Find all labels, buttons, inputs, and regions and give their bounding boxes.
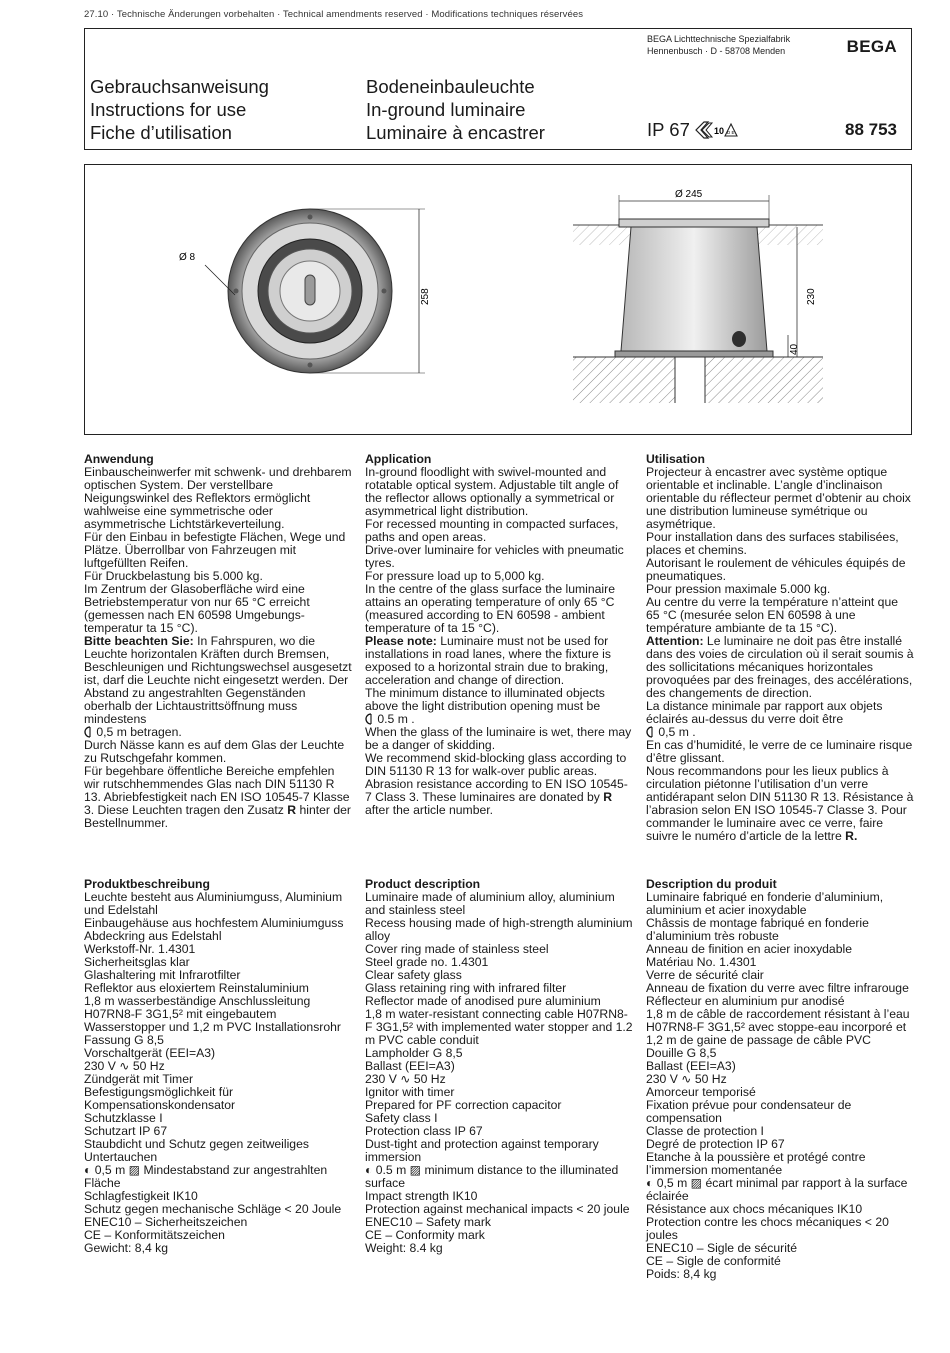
paragraph-text: Durch Nässe kann es auf dem Glas der Leuchte zu Rutschgefahr kommen. — [84, 738, 345, 765]
paragraph-text: Nous recommandons pour les lieux publics à circulation piétonne l’utilisation d’un verre antidérapant selon DIN 51130 R 13. Résistance à l’abrasion selon EN ISO 10545-7 Classe 3. Pour commander le luminaire avec ce verre, faire suivre le numéro d’article de la lettre — [646, 764, 914, 843]
paragraph-text: 0,5 m . — [655, 725, 696, 739]
product-spec-line: Verre de sécurité clair — [646, 968, 764, 982]
application-paragraph — [84, 635, 352, 726]
product-title-en: In-ground luminaire — [366, 99, 526, 120]
product-spec-line: Etanche à la poussière et protégé contre l’immersion momentanée — [646, 1150, 866, 1177]
paragraph-text: Pour installation dans des surfaces stabilisées, places et chemins. — [646, 530, 899, 557]
title-en: Instructions for use — [90, 99, 247, 120]
product-spec-line: Schlagfestigkeit IK10 — [84, 1189, 198, 1203]
paragraph-text: Autorisant le roulement de véhicules équipés de pneumatiques. — [646, 556, 906, 583]
product-spec-line: Luminaire fabriqué en fonderie d’aluminium, aluminium et acier inoxydable — [646, 890, 884, 917]
top-view — [179, 209, 431, 373]
application-heading: Anwendung — [84, 452, 154, 466]
application-section-fr — [646, 453, 914, 843]
product-spec-line: Ignitor with timer — [365, 1085, 455, 1099]
paragraph-text: Le luminaire ne doit pas être installé dans des voies de circulation où il serait soumis à des sollicitations mécaniques horizontales provoquées par des freinages, des accélérations, des changements de direction. — [646, 634, 914, 700]
product-spec-line: ENEC10 – Sicherheitszeichen — [84, 1215, 248, 1229]
product-spec-line: ENEC10 – Sigle de sécurité — [646, 1241, 798, 1255]
drawing-canvas — [85, 165, 911, 434]
product-heading: Produktbeschreibung — [84, 877, 210, 891]
paragraph-text: In-ground floodlight with swivel-mounted and rotatable optical system. Adjustable tilt angle of the reflector allows optionally a symmetrical or asymmetrical light distribution. — [365, 465, 619, 518]
technical-drawing — [84, 164, 912, 435]
product-spec-line: Weight: 8.4 kg — [365, 1241, 443, 1255]
paragraph-text: For recessed mounting in compacted surfaces, paths and open areas. — [365, 517, 619, 544]
paragraph-text: Luminaire must not be used for installations in road lanes, where the fixture is exposed to a horizontal strain due to braking, acceleration and change of direction. — [365, 634, 611, 687]
enec-mark-icon — [694, 120, 738, 140]
product-spec-line: Anneau de fixation du verre avec filtre infrarouge — [646, 981, 909, 995]
product-spec-line: Matériau No. 1.4301 — [646, 955, 757, 969]
paragraph-text: hinter der Bestellnummer. — [84, 803, 351, 830]
bottom-dimension-label: 40 — [789, 343, 800, 355]
paragraph-text: Für den Einbau in befestigte Flächen, Wege und Plätze. Überrollbar von Fahrzeugen mit luftgefüllten Reifen. — [84, 530, 346, 570]
paragraph-text: Für begehbare öffentliche Bereiche empfehlen wir rutschhemmendes Glas nach DIN 51130 R 13. Abriebfestigkeit nach EN ISO 10545-7 Klasse 3. Diese Leuchten tragen den Zusatz — [84, 764, 350, 817]
product-spec-line: Degré de protection IP 67 — [646, 1137, 785, 1151]
paragraph-text: En cas d’humidité, le verre de ce luminaire risque d’être glissant. — [646, 738, 913, 765]
product-spec-line: Anneau de finition en acier inoxydable — [646, 942, 852, 956]
svg-text:10: 10 — [713, 126, 724, 136]
paragraph-text: In the centre of the glass surface the luminaire attains an operating temperature of only 65 °C (measured according to EN 60598 - ambient temperature of ta 15 °C). — [365, 582, 615, 635]
product-spec-line: Protection against mechanical impacts < 20 joule — [365, 1202, 630, 1216]
application-paragraph — [84, 583, 352, 635]
paragraph-text: after the article number. — [365, 803, 494, 817]
product-spec-line: Dust-tight and protection against temporary immersion — [365, 1137, 599, 1164]
note-label: Please note: — [365, 634, 437, 648]
product-spec-line: Clear safety glass — [365, 968, 462, 982]
product-spec-line: Steel grade no. 1.4301 — [365, 955, 489, 969]
product-spec-line: Recess housing made of high-strength aluminium alloy — [365, 916, 633, 943]
product-spec-line: Résistance aux chocs mécaniques IK10 — [646, 1202, 863, 1216]
product-spec-line: Fassung G 8,5 — [84, 1033, 164, 1047]
paragraph-text: The minimum distance to illuminated objects above the light distribution opening must be — [365, 686, 605, 713]
product-spec-line: Ballast (EEI=A3) — [646, 1059, 736, 1073]
svg-text:D E: D E — [726, 130, 735, 135]
paragraph-text: Projecteur à encastrer avec système optique orientable et inclinable. L’angle d’inclinaison orientable du réflecteur permet d’obtenir au choix une distribution lumineuse symétrique ou asymétrique. — [646, 465, 911, 531]
product-spec-line: Schutzklasse I — [84, 1111, 163, 1125]
application-paragraph — [365, 687, 633, 713]
note-label: Attention: — [646, 634, 704, 648]
product-spec-line: Protection contre les chocs mécaniques < 20 joules — [646, 1215, 889, 1242]
product-spec-line: Fixation prévue pour condensateur de compensation — [646, 1098, 852, 1125]
product-spec-line: 230 V ∿ 50 Hz — [84, 1059, 165, 1073]
product-spec-line: 1,8 m wasserbeständige Anschlussleitung H07RN8-F 3G1,5² mit eingebautem Wasserstopper und 1,2 m PVC Installationsrohr — [84, 994, 341, 1034]
product-spec-line: ENEC10 – Safety mark — [365, 1215, 491, 1229]
application-paragraph — [365, 752, 633, 817]
distance-icon — [365, 713, 374, 725]
product-spec-line: Zündgerät mit Timer — [84, 1072, 194, 1086]
article-number: 88 753 — [845, 120, 897, 139]
application-paragraph — [646, 557, 914, 583]
title-de: Gebrauchsanweisung — [90, 76, 269, 97]
product-spec-line: Ballast (EEI=A3) — [365, 1059, 455, 1073]
product-spec-line: Safety class I — [365, 1111, 438, 1125]
product-spec-line: Amorceur temporisé — [646, 1085, 756, 1099]
product-type-titles — [366, 75, 545, 144]
application-paragraph — [365, 635, 633, 687]
application-paragraph — [646, 596, 914, 635]
application-paragraph — [646, 765, 914, 843]
product-spec-line: CE – Konformitätszeichen — [84, 1228, 225, 1242]
company-location: Hennenbusch · D - 58708 Menden — [647, 46, 786, 56]
application-paragraph — [84, 765, 352, 830]
product-spec-line: 230 V ∿ 50 Hz — [365, 1072, 446, 1086]
application-paragraph — [84, 531, 352, 570]
product-spec-line: 230 V ∿ 50 Hz — [646, 1072, 727, 1086]
header-box — [84, 28, 912, 150]
product-spec-line: Poids: 8,4 kg — [646, 1267, 717, 1281]
product-spec-line: Reflector made of anodised pure aluminium — [365, 994, 601, 1008]
suffix-letter: R — [287, 803, 297, 817]
application-paragraph — [365, 518, 633, 544]
application-paragraph — [646, 700, 914, 726]
product-spec-line: Glass retaining ring with infrared filter — [365, 981, 567, 995]
product-spec-line: 1,8 m de câble de raccordement résistant à l’eau H07RN8-F 3G1,5² avec stoppe-eau incorporé et 1,2 m de gaine de passage de câble PVC — [646, 1007, 910, 1047]
product-section-en — [365, 878, 633, 1255]
paragraph-text: Pour pression maximale 5.000 kg. — [646, 582, 831, 596]
product-spec-line: Prepared for PF correction capacitor — [365, 1098, 562, 1112]
suffix-letter: R. — [845, 829, 858, 843]
product-spec-line: Lampholder G 8,5 — [365, 1046, 463, 1060]
product-spec-line: Befestigungsmöglichkeit für Kompensationskondensator — [84, 1085, 236, 1112]
product-spec-line: Protection class IP 67 — [365, 1124, 483, 1138]
application-paragraph — [365, 544, 633, 570]
application-paragraph — [646, 466, 914, 531]
hole-diameter-label: Ø 8 — [179, 252, 196, 263]
height-dimension-label: 258 — [420, 288, 431, 305]
paragraph-text: Drive-over luminaire for vehicles with pneumatic tyres. — [365, 543, 624, 570]
product-spec-line: Schutz gegen mechanische Schläge < 20 Joule — [84, 1202, 342, 1216]
product-spec-line: ◐ 0.5 m ▨ minimum distance to the illuminated surface — [365, 1163, 619, 1190]
product-heading: Product description — [365, 877, 481, 891]
bega-logo: BEGA — [846, 37, 897, 56]
product-spec-line: Staubdicht und Schutz gegen zeitweiliges Untertauchen — [84, 1137, 309, 1164]
product-spec-line: Cover ring made of stainless steel — [365, 942, 549, 956]
paragraph-text: Einbauscheinwerfer mit schwenk- und drehbarem optischen System. Der verstellbare Neigungswinkel des Reflektors ermöglicht wahlweise eine symmetrische oder asymmetrische Lichtstärkeverteilung. — [84, 465, 352, 531]
product-section-fr — [646, 878, 914, 1281]
product-spec-line: Vorschaltgerät (EEI=A3) — [84, 1046, 216, 1060]
application-paragraph — [646, 531, 914, 557]
product-section-de — [84, 878, 352, 1255]
company-name: BEGA Lichttechnische Spezialfabrik — [647, 34, 791, 44]
paragraph-text: Im Zentrum der Glasoberfläche wird eine Betriebstemperatur von nur 65 °C erreicht (gemessen nach EN 60598 Umgebungs-temperatur ta 15 °C). — [84, 582, 310, 635]
application-paragraph — [646, 739, 914, 765]
product-title-de: Bodeneinbauleuchte — [366, 76, 535, 97]
product-spec-line: ◐ 0,5 m ▨ écart minimal par rapport à la surface éclairée — [646, 1176, 908, 1203]
application-section-de — [84, 453, 352, 830]
note-label: Bitte beachten Sie: — [84, 634, 194, 648]
product-spec-line: Schutzart IP 67 — [84, 1124, 168, 1138]
company-address — [647, 33, 790, 57]
product-spec-line: Sicherheitsglas klar — [84, 955, 190, 969]
product-spec-line: Classe de protection I — [646, 1124, 764, 1138]
paragraph-text: Für Druckbelastung bis 5.000 kg. — [84, 569, 263, 583]
paragraph-text: 0,5 m betragen. — [93, 725, 182, 739]
application-paragraph — [646, 635, 914, 700]
application-paragraph — [365, 583, 633, 635]
application-section-en — [365, 453, 633, 817]
paragraph-text: When the glass of the luminaire is wet, there may be a danger of skidding. — [365, 725, 632, 752]
document-type-titles — [90, 75, 269, 144]
side-view — [573, 189, 823, 403]
suffix-letter: R — [603, 790, 613, 804]
product-spec-line: Châssis de montage fabriqué en fonderie d’aluminium très robuste — [646, 916, 869, 943]
product-spec-line: Leuchte besteht aus Aluminiumguss, Aluminium und Edelstahl — [84, 890, 343, 917]
product-spec-line: ◐ 0,5 m ▨ Mindestabstand zur angestrahlten Fläche — [84, 1163, 328, 1190]
product-spec-line: Réflecteur en aluminium pur anodisé — [646, 994, 845, 1008]
product-spec-line: CE – Conformity mark — [365, 1228, 485, 1242]
product-spec-line: Reflektor aus eloxiertem Reinstaluminium — [84, 981, 309, 995]
ip-rating-row — [647, 119, 738, 141]
paragraph-text: La distance minimale par rapport aux objets éclairés au-dessus du verre doit être — [646, 699, 883, 726]
depth-dimension-label: 230 — [806, 288, 817, 305]
application-paragraph — [365, 466, 633, 518]
paragraph-text: For pressure load up to 5,000 kg. — [365, 569, 545, 583]
product-spec-line: CE – Sigle de conformité — [646, 1254, 781, 1268]
product-spec-line: Einbaugehäuse aus hochfestem Aluminiumguss — [84, 916, 344, 930]
paragraph-text: 0.5 m . — [374, 712, 415, 726]
application-heading: Utilisation — [646, 452, 705, 466]
distance-icon — [646, 726, 655, 738]
application-heading: Application — [365, 452, 432, 466]
diameter-dimension-label: Ø 245 — [675, 189, 703, 200]
paragraph-text: We recommend skid-blocking glass according to DIN 51130 R 13 for walk-over public areas. Abrasion resistance according to EN ISO 10545-7 Class 3. These luminaires are donated by — [365, 751, 628, 804]
product-spec-line: Gewicht: 8,4 kg — [84, 1241, 168, 1255]
product-spec-line: Luminaire made of aluminium alloy, aluminium and stainless steel — [365, 890, 615, 917]
product-spec-line: Werkstoff-Nr. 1.4301 — [84, 942, 196, 956]
top-disclaimer: 27.10 · Technische Änderungen vorbehalten · Technical amendments reserved · Modifications techniques réservées — [84, 9, 584, 20]
paragraph-text: Au centre du verre la température n’atteint que 65 °C (mesurée selon EN 60598 à une température ambiante de ta 15 °C). — [646, 595, 899, 635]
product-spec-line: Douille G 8,5 — [646, 1046, 717, 1060]
title-fr: Fiche d’utilisation — [90, 122, 232, 143]
ip-rating: IP 67 — [647, 119, 690, 140]
product-title-fr: Luminaire à encastrer — [366, 122, 545, 143]
paragraph-text: In Fahrspuren, wo die Leuchte horizontalen Kräften durch Bremsen, Beschleunigen und Richtungswechsel ausgesetzt ist, darf die Leuchte nicht eingesetzt werden. Der Abstand zu angestrahlten Gegenständen oberhalb der Lichtaustrittsöffnung muss mindestens — [84, 634, 352, 726]
product-spec-line: 1,8 m water-resistant connecting cable H07RN8-F 3G1,5² with implemented water stopper and 1.2 m PVC cable conduit — [365, 1007, 633, 1047]
product-spec-line: Impact strength IK10 — [365, 1189, 478, 1203]
product-spec-line: Glashaltering mit Infrarotfilter — [84, 968, 241, 982]
application-paragraph — [365, 726, 633, 752]
product-heading: Description du produit — [646, 877, 777, 891]
distance-icon — [84, 726, 93, 738]
product-spec-line: Abdeckring aus Edelstahl — [84, 929, 222, 943]
application-paragraph — [84, 466, 352, 531]
application-paragraph — [84, 739, 352, 765]
